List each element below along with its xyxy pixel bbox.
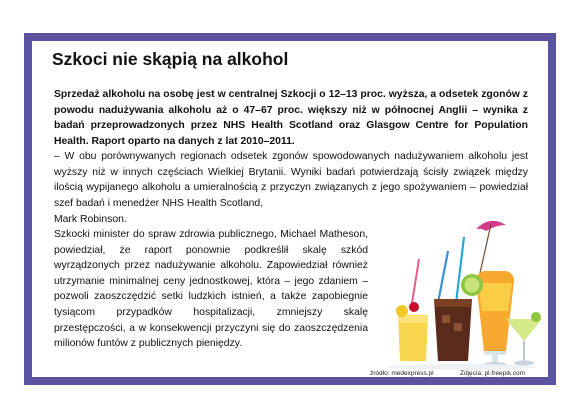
cherry-icon bbox=[409, 302, 419, 312]
article-paragraph-2: Szkocki minister do spraw zdrowia publicznego, Michael Matheson, powiedział, że raport ponownie podkreślił skalę szkód wyrządzonych przez nadużywanie alkoholu. Zapowiedział również utrzymanie minimalnej ceny jednostkowej, która – jego zdaniem – pozwoli zaoszczędzić setki ludzkich istnień, a także zapobiegnie tysiącom przypadków hospitalizacji, zmniejszy skalę przestępczości, a w konsekwencji przyczyni się do zaoszczędzenia milionów funtów z publicznych pieniędzy. bbox=[54, 229, 368, 350]
straw-icon bbox=[438, 251, 448, 303]
paragraph-1-ending: Mark Robinson. bbox=[54, 213, 127, 225]
photo-credit: Zdjęcia: pl.freepik.com bbox=[460, 370, 526, 377]
article-title: Szkoci nie skąpią na alkohol bbox=[52, 49, 289, 69]
yellow-cocktail-glass bbox=[396, 302, 428, 361]
cola-glass bbox=[434, 299, 472, 361]
cocktail-glasses-illustration bbox=[372, 211, 542, 371]
straw-icon bbox=[412, 259, 419, 303]
martini-glass bbox=[506, 312, 542, 366]
article-card bbox=[24, 33, 556, 385]
article-lead: Sprzedaż alkoholu na osobę jest w centralnej Szkocji o 12–13 proc. wyższa, a odsetek zgonów z powodu nadużywania alkoholu aż o 47–67 proc. większy niż w północnej Anglii – wynika z badań przeprowadzonych przez NHS Health Scotland oraz Glasgow Centre for Population Health. Raport oparto na danych z lat 2010–2011. bbox=[54, 89, 528, 148]
umbrella-icon bbox=[476, 221, 506, 273]
straw-icon bbox=[456, 237, 464, 303]
source-credit: źródło: medexpress.pl bbox=[370, 370, 434, 377]
paragraph-1-text: – W obu porównywanych regionach odsetek zgonów spowodowanych nadużywaniem alkoholu jest wyższy niż w innych częściach Wielkiej Brytanii. Wyniki badań potwierdzają ścisły związek między ilością wypijanego alkoholu a umieralnością z przyczyn związanych z jego spożywaniem – powiedział szef badań i menedżer NHS Health Scotland, bbox=[54, 151, 528, 210]
